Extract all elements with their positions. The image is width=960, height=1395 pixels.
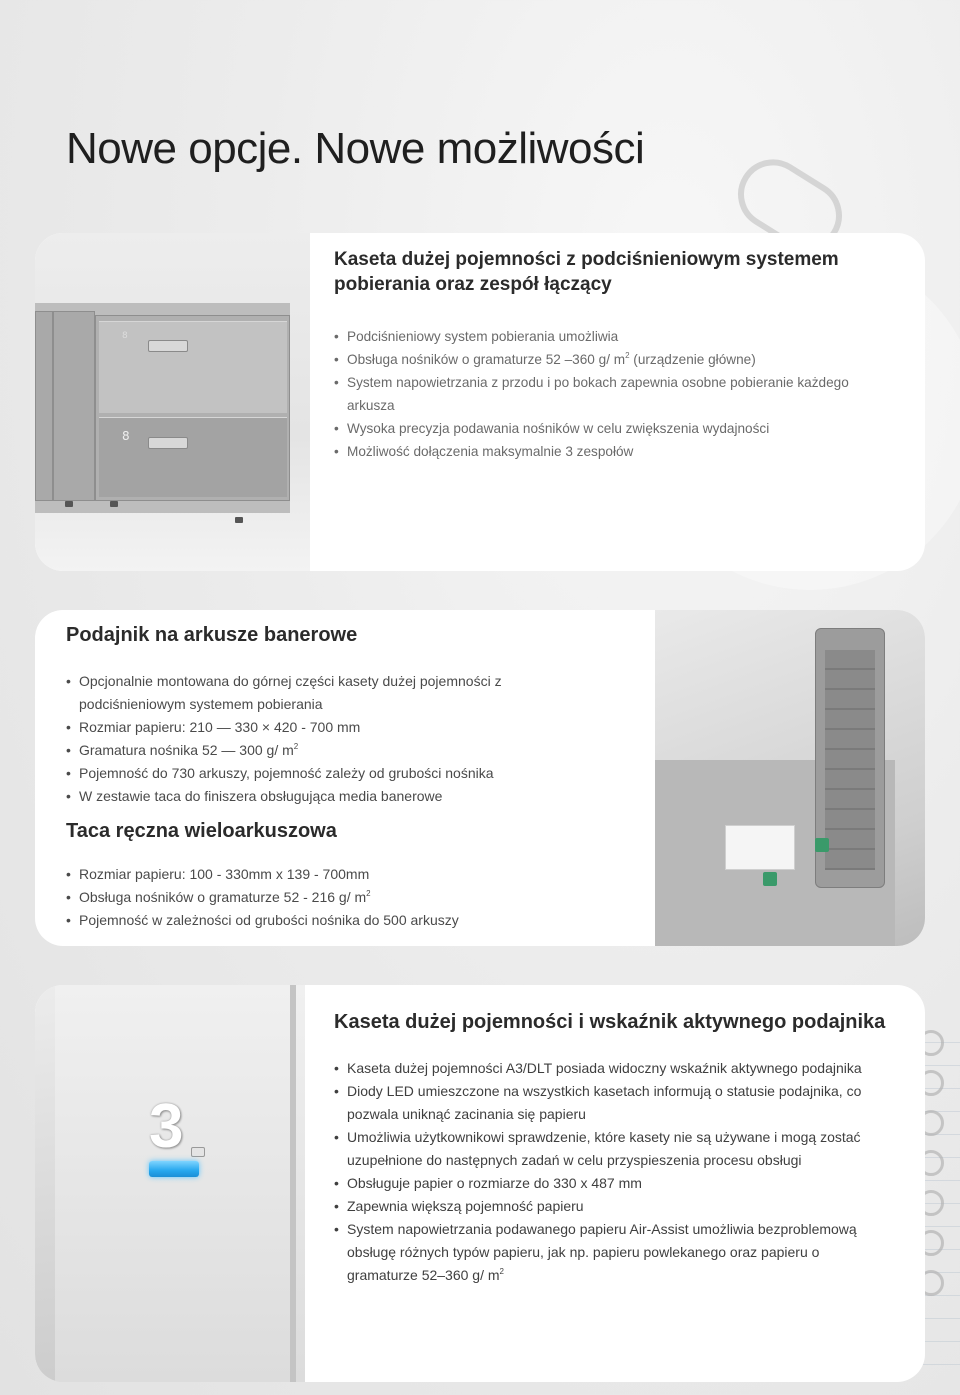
list-item: • System napowietrzania podawanego papieru Air-Assist umożliwia bezproblemową obsługę różnych typów papieru, jak np. papieru powlekanego oraz papieru o gramaturze 52–360 g/ $m^2$ (334, 1218, 894, 1287)
tray-label: 8 (122, 331, 128, 341)
tray-number-label: 3 (149, 1092, 184, 1161)
list-item: • Obsługa nośników o gramaturze 52 - 216 g/ $m^2$ (66, 886, 586, 909)
list-item: • Pojemność w zależności od grubości nośnika do 500 arkuszy (66, 909, 586, 932)
feature-list (66, 863, 586, 932)
list-item: • Opcjonalnie montowana do górnej części kasety dużej pojemności z podciśnieniowym systemem pobierania (66, 670, 586, 716)
photo-banner-feeder (655, 610, 925, 946)
section-title: Kaseta dużej pojemności i wskaźnik aktywnego podajnika (334, 1011, 886, 1033)
latch-icon (763, 872, 777, 886)
list-item: • Diody LED umieszczone na wszystkich kasetach informują o statusie podajnika, co pozwala uniknąć zacinania się papieru (334, 1080, 894, 1126)
photo-tray-indicator (35, 985, 305, 1382)
list-item: • Obsługa nośników o gramaturze 52 –360 g/ $m^2$ (urządzenie główne) (334, 348, 874, 371)
section-title: Kaseta dużej pojemności z podciśnieniowym systemem pobierania oraz zespół łączący (334, 249, 839, 295)
tray-size-icon (191, 1147, 205, 1157)
list-item: • W zestawie taca do finiszera obsługująca media banerowe (66, 785, 586, 808)
led-indicator-icon (149, 1161, 199, 1177)
list-item: • Zapewnia większą pojemność papieru (334, 1195, 894, 1218)
latch-icon (815, 838, 829, 852)
drawer-handle (148, 437, 188, 449)
list-item: • Rozmiar papieru: 210 — 330 × 420 - 700 mm (66, 716, 586, 739)
list-item: • Kaseta dużej pojemności A3/DLT posiada widoczny wskaźnik aktywnego podajnika (334, 1057, 894, 1080)
feature-list (334, 325, 874, 463)
list-item: • Wysoka precyzja podawania nośników w celu zwiększenia wydajności (334, 417, 874, 440)
list-item: • Obsługuje papier o rozmiarze do 330 x 487 mm (334, 1172, 894, 1195)
tray-label: 8 (122, 429, 130, 443)
drawer-handle (148, 340, 188, 352)
list-item: • Pojemność do 730 arkuszy, pojemność zależy od grubości nośnika (66, 762, 586, 785)
list-item: • Możliwość dołączenia maksymalnie 3 zespołów (334, 440, 874, 463)
list-item: • Podciśnieniowy system pobierania umożliwia (334, 325, 874, 348)
feature-list (334, 1057, 894, 1287)
list-item: • Rozmiar papieru: 100 - 330mm x 139 - 700mm (66, 863, 586, 886)
page-title: Nowe opcje. Nowe możliwości (66, 124, 645, 173)
card-active-tray-indicator (35, 985, 925, 1382)
photo-vacuum-feed-deck (35, 233, 310, 571)
card-high-capacity-vacuum-feed (35, 233, 925, 571)
section-title: Taca ręczna wieloarkuszowa (66, 820, 337, 842)
list-item: • Gramatura nośnika 52 — 300 g/ $m^2$ (66, 739, 586, 762)
list-item: • System napowietrzania z przodu i po bokach zapewnia osobne pobieranie każdego arkusza (334, 371, 874, 417)
card-banner-sheet-feeder (35, 610, 925, 946)
feature-list (66, 670, 586, 808)
list-item: • Umożliwia użytkownikowi sprawdzenie, które kasety nie są używane i mogą zostać uzupełnione do następnych zadań w celu przyspieszenia procesu obsługi (334, 1126, 894, 1172)
section-title: Podajnik na arkusze banerowe (66, 624, 358, 646)
